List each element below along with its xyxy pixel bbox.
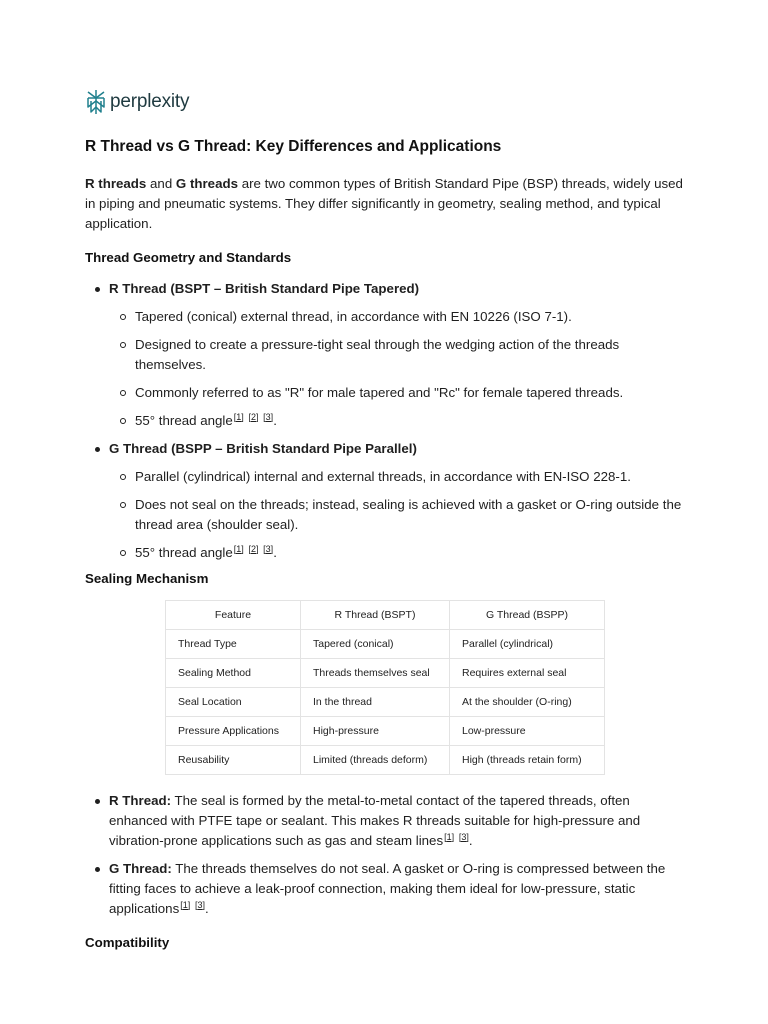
- table-cell: Reusability: [166, 746, 301, 775]
- table-header-row: [166, 601, 605, 630]
- table-cell: Tapered (conical): [301, 630, 450, 659]
- citation-link[interactable]: [3]: [263, 411, 274, 422]
- citation-link[interactable]: [1]: [180, 899, 191, 910]
- g-thread-label: G Thread (BSPP – British Standard Pipe Parallel): [109, 441, 417, 456]
- table-cell: Threads themselves seal: [301, 659, 450, 688]
- citation-link[interactable]: [1]: [444, 831, 455, 842]
- list-item: Commonly referred to as "R" for male tapered and "Rc" for female tapered threads.: [109, 383, 685, 403]
- r-thread-label: R Thread (BSPT – British Standard Pipe Tapered): [109, 281, 420, 296]
- page-title: R Thread vs G Thread: Key Differences and Applications: [85, 138, 502, 155]
- period: .: [273, 545, 277, 560]
- citation-link[interactable]: [2]: [248, 543, 259, 554]
- column-header: Feature: [166, 601, 301, 630]
- r-note-label: R Thread:: [109, 793, 172, 808]
- intro-and: and: [146, 176, 176, 191]
- angle-text: 55° thread angle: [135, 545, 233, 560]
- list-item-angle: [109, 543, 685, 563]
- period: .: [468, 833, 473, 848]
- intro-rest: are two common types of British Standard Pipe (BSP) threads, widely used in piping and pneumatic systems. They differ significantly in geometry, sealing method, and typical application.: [85, 176, 683, 231]
- table-row: [166, 717, 605, 746]
- g-note-label: G Thread:: [109, 861, 172, 876]
- column-header: R Thread (BSPT): [301, 601, 450, 630]
- table-cell: Parallel (cylindrical): [450, 630, 605, 659]
- table-cell: Thread Type: [166, 630, 301, 659]
- g-note-text: The threads themselves do not seal. A gasket or O-ring is compressed between the fitting faces to achieve a leak-proof connection, making them ideal for low-pressure, static applications: [109, 861, 666, 916]
- brand-logo[interactable]: [85, 89, 189, 115]
- citation-link[interactable]: [1]: [233, 411, 244, 422]
- r-note-text: The seal is formed by the metal-to-metal contact of the tapered threads, often enhanced with PTFE tape or sealant. This makes R threads suitable for high-pressure and vibration-prone applications such as gas and steam lines: [109, 793, 641, 848]
- table-row: [166, 659, 605, 688]
- intro-r-threads: R threads: [85, 176, 147, 191]
- table-cell: Low-pressure: [450, 717, 605, 746]
- table-row: [166, 630, 605, 659]
- list-item-r-thread: [85, 279, 685, 431]
- perplexity-logo-icon: [85, 89, 107, 115]
- list-item-g-thread: [85, 439, 685, 563]
- table-cell: Limited (threads deform): [301, 746, 450, 775]
- table-cell: Seal Location: [166, 688, 301, 717]
- angle-text: 55° thread angle: [135, 413, 233, 428]
- g-thread-sublist: [109, 467, 685, 563]
- geometry-list: [85, 279, 685, 563]
- column-header: G Thread (BSPP): [450, 601, 605, 630]
- table-cell: Pressure Applications: [166, 717, 301, 746]
- period: .: [204, 901, 209, 916]
- r-thread-sublist: [109, 307, 685, 431]
- list-item: Tapered (conical) external thread, in accordance with EN 10226 (ISO 7-1).: [109, 307, 685, 327]
- list-item-g-note: [85, 859, 685, 919]
- table-cell: Requires external seal: [450, 659, 605, 688]
- article: [85, 138, 685, 964]
- citation-link[interactable]: [3]: [194, 899, 205, 910]
- table-row: [166, 688, 605, 717]
- list-item: Designed to create a pressure-tight seal through the wedging action of the threads themselves.: [109, 335, 685, 375]
- table-cell: High-pressure: [301, 717, 450, 746]
- intro-g-threads: G threads: [175, 176, 238, 191]
- brand-name: perplexity: [110, 91, 190, 112]
- list-item: Parallel (cylindrical) internal and external threads, in accordance with EN-ISO 228-1.: [109, 467, 685, 487]
- section-heading-compatibility: Compatibility: [85, 935, 170, 950]
- section-heading-geometry: Thread Geometry and Standards: [85, 250, 292, 265]
- table-cell: At the shoulder (O-ring): [450, 688, 605, 717]
- citation-link[interactable]: [3]: [263, 543, 274, 554]
- sealing-comparison-table: [165, 600, 605, 775]
- list-item-angle: [109, 411, 685, 431]
- list-item: Does not seal on the threads; instead, sealing is achieved with a gasket or O-ring outside the thread area (shoulder seal).: [109, 495, 685, 535]
- intro-paragraph: [85, 174, 685, 234]
- table-cell: High (threads retain form): [450, 746, 605, 775]
- section-heading-sealing: Sealing Mechanism: [85, 571, 209, 586]
- table-row: [166, 746, 605, 775]
- citation-link[interactable]: [2]: [248, 411, 259, 422]
- table-cell: Sealing Method: [166, 659, 301, 688]
- citation-link[interactable]: [3]: [458, 831, 469, 842]
- citation-link[interactable]: [1]: [233, 543, 244, 554]
- table-cell: In the thread: [301, 688, 450, 717]
- period: .: [273, 413, 277, 428]
- sealing-notes-list: [85, 791, 685, 919]
- list-item-r-note: [85, 791, 685, 851]
